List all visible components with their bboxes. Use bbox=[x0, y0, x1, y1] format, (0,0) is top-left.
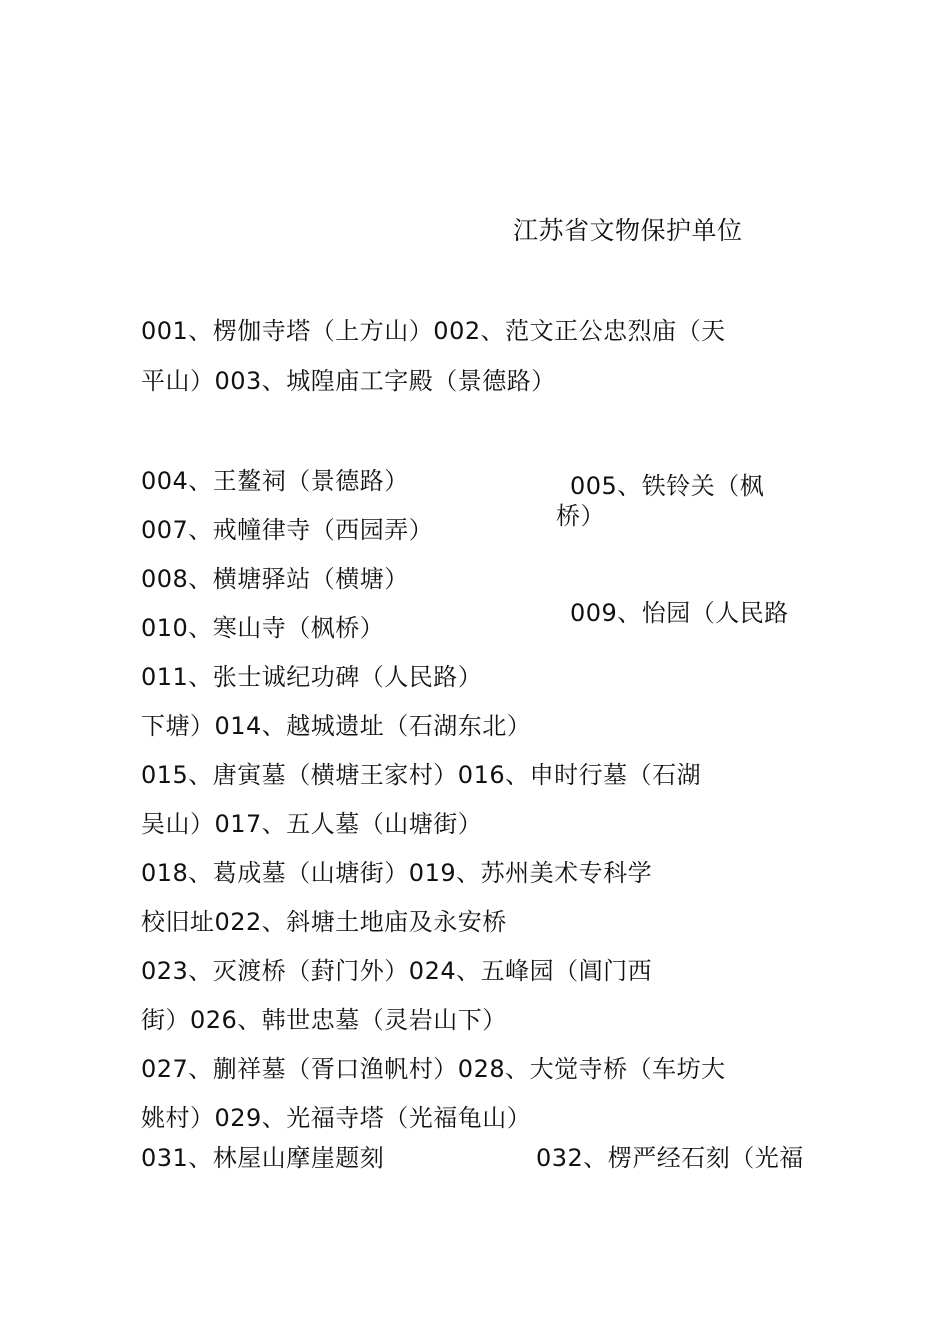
text-line: 街）026、韩世忠墓（灵岩山下） bbox=[141, 1006, 507, 1034]
text-line: 姚村）029、光福寺塔（光福龟山） bbox=[141, 1104, 532, 1132]
text-line: 桥） bbox=[556, 502, 605, 530]
text-line: 031、林屋山摩崖题刻 bbox=[141, 1144, 385, 1172]
text-line: 032、楞严经石刻（光福 bbox=[536, 1144, 804, 1172]
text-line: 008、横塘驿站（横塘） bbox=[141, 565, 409, 593]
text-line: 005、铁铃关（枫 bbox=[570, 472, 765, 500]
text-line: 009、怡园（人民路 bbox=[570, 599, 789, 627]
text-line: 027、蒯祥墓（胥口渔帆村）028、大觉寺桥（车坊大 bbox=[141, 1055, 726, 1083]
text-line: 007、戒幢律寺（西园弄） bbox=[141, 516, 434, 544]
text-line: 023、灭渡桥（葑门外）024、五峰园（阊门西 bbox=[141, 957, 653, 985]
text-line: 吴山）017、五人墓（山塘街） bbox=[141, 810, 483, 838]
text-line: 平山）003、城隍庙工字殿（景德路） bbox=[141, 367, 556, 395]
document-title: 江苏省文物保护单位 bbox=[513, 216, 743, 245]
text-line: 004、王鳌祠（景德路） bbox=[141, 467, 409, 495]
text-line: 校旧址022、斜塘土地庙及永安桥 bbox=[141, 908, 507, 936]
text-line: 018、葛成墓（山塘街）019、苏州美术专科学 bbox=[141, 859, 653, 887]
text-line: 下塘）014、越城遗址（石湖东北） bbox=[141, 712, 532, 740]
text-line: 011、张士诚纪功碑（人民路） bbox=[141, 663, 483, 691]
text-line: 010、寒山寺（枫桥） bbox=[141, 614, 385, 642]
text-line: 001、楞伽寺塔（上方山）002、范文正公忠烈庙（天 bbox=[141, 317, 726, 345]
text-line: 015、唐寅墓（横塘王家村）016、申时行墓（石湖 bbox=[141, 761, 702, 789]
